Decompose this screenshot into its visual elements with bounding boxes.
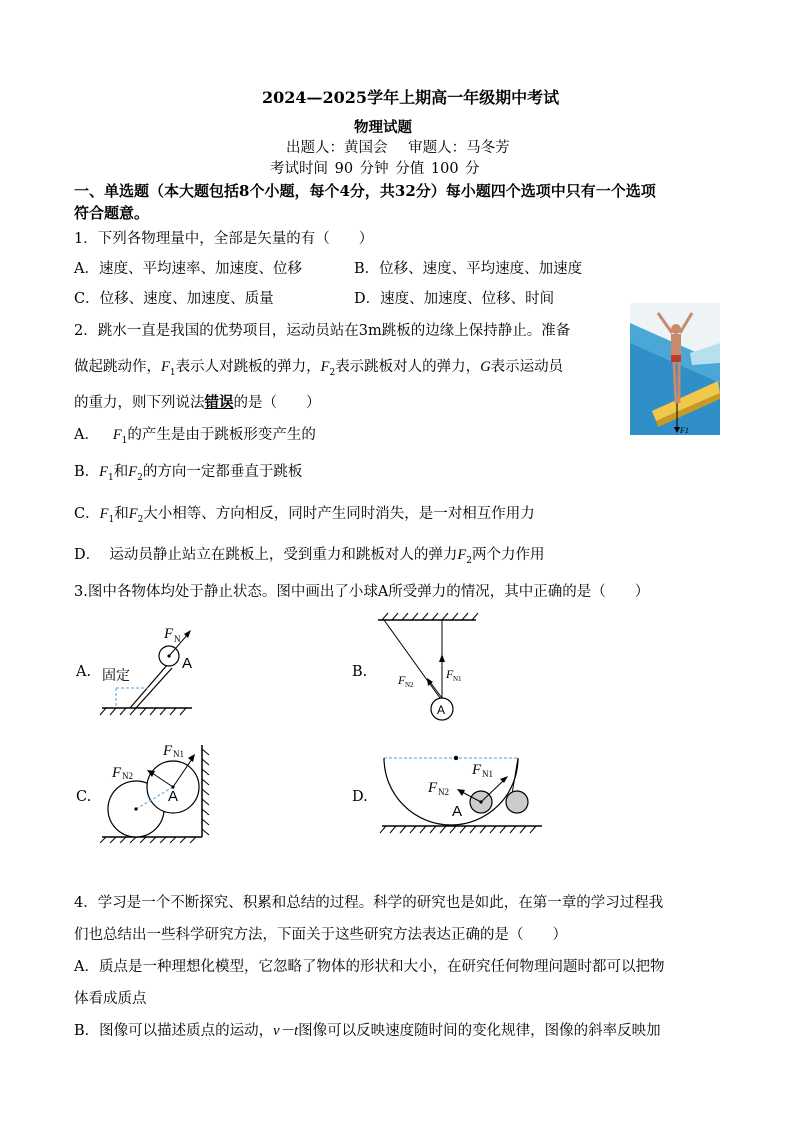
fn1-label: F bbox=[446, 667, 454, 681]
q1-option-a: A．速度、平均速率、加速度、位移 bbox=[74, 261, 302, 277]
text: 和 bbox=[114, 506, 129, 522]
symbol-f: F bbox=[320, 359, 330, 375]
q4-stem-line1: 4．学习是一个不断探究、积累和总结的过程。科学的研究也是如此，在第一章的学习过程我 bbox=[74, 895, 664, 911]
q2-option-d bbox=[74, 545, 544, 571]
q4-option-a-line2: 体看成质点 bbox=[74, 991, 147, 1007]
label: C． bbox=[74, 506, 100, 522]
subscript: 1 bbox=[108, 472, 114, 483]
q3-option-c-label: C. bbox=[76, 789, 92, 805]
fn2-label: F bbox=[112, 765, 122, 781]
ball-a-label: A bbox=[452, 803, 463, 820]
subscript: 1 bbox=[108, 514, 115, 525]
section-heading-cont: 符合题意。 bbox=[74, 204, 150, 222]
text: 运动员静止站立在跳板上，受到重力和跳板对人的弹力 bbox=[109, 547, 458, 563]
fn-subscript: N bbox=[174, 634, 181, 644]
fn2-label: F bbox=[428, 780, 438, 796]
text: 的方向一定都垂直于跳板 bbox=[142, 464, 303, 480]
symbol-g: G bbox=[480, 359, 491, 375]
symbol-f: F bbox=[112, 427, 122, 443]
section-heading: 一、单选题（本大题包括8个小题，每个4分，共32分）每小题四个选项中只有一个选项 bbox=[74, 182, 656, 200]
label: D． bbox=[74, 547, 101, 563]
q2-stem-line2 bbox=[74, 357, 563, 383]
subscript: 1 bbox=[169, 367, 176, 378]
symbol-f: F bbox=[161, 359, 170, 375]
q2-stem-line3 bbox=[74, 393, 321, 413]
subscript: 1 bbox=[121, 435, 128, 446]
text: 大小相等、方向相反，同时产生同时消失，是一对相互作用力 bbox=[143, 506, 535, 522]
ball-a-label: A bbox=[168, 788, 179, 805]
fn2-subscript: N2 bbox=[438, 787, 449, 797]
text: 图像可以反映速度随时间的变化规律，图像的斜率反映加 bbox=[298, 1023, 661, 1039]
label: A． bbox=[74, 427, 99, 443]
q3-figure-b bbox=[372, 612, 482, 722]
q2-option-a bbox=[74, 425, 316, 451]
text: 表示人对跳板的弹力， bbox=[175, 359, 321, 375]
exam-title: 2024—2025学年上期高一年级期中考试 bbox=[262, 88, 560, 107]
text: 的重力，则下列说法 bbox=[74, 395, 205, 411]
symbol-f: F bbox=[128, 506, 138, 522]
text: B．图像可以描述质点的运动， bbox=[74, 1023, 274, 1039]
symbol-f: F bbox=[99, 506, 109, 522]
q2-option-c bbox=[74, 504, 535, 530]
q3-figure-c bbox=[96, 735, 216, 843]
fn2-subscript: N2 bbox=[122, 771, 133, 781]
q2-stem-line1: 2．跳水一直是我国的优势项目，运动员站在3m跳板的边缘上保持静止。准备 bbox=[74, 323, 571, 339]
fn1-subscript: N1 bbox=[173, 749, 184, 759]
exam-subtitle: 物理试题 bbox=[354, 119, 412, 136]
text: 表示运动员 bbox=[490, 359, 564, 375]
symbol-f: F bbox=[128, 464, 138, 480]
text: 做起跳动作， bbox=[74, 359, 161, 375]
subscript: 2 bbox=[329, 367, 336, 378]
text: 两个力作用 bbox=[471, 547, 545, 563]
exam-authors: 出题人：黄国会 审题人：马冬芳 bbox=[286, 140, 510, 156]
subscript: 2 bbox=[466, 555, 472, 566]
text: 表示跳板对人的弹力， bbox=[335, 359, 481, 375]
q4-option-a-line1: A．质点是一种理想化模型，它忽略了物体的形状和大小，在研究任何物理问题时都可以把物 bbox=[74, 959, 665, 975]
fixed-label: 固定 bbox=[102, 668, 130, 684]
symbol-f: F bbox=[457, 547, 467, 563]
fn1-label: F bbox=[163, 743, 173, 759]
emphasis-wrong: 错误 bbox=[204, 394, 234, 411]
fn1-subscript: N1 bbox=[453, 675, 462, 683]
q3-figure-d bbox=[376, 750, 546, 834]
fn1-label: F bbox=[472, 762, 482, 778]
label: B． bbox=[74, 464, 100, 480]
diver-figure bbox=[630, 303, 720, 435]
q3-option-b-label: B. bbox=[352, 664, 368, 680]
symbol-f: F bbox=[99, 464, 109, 480]
diver-f1-label: F1 bbox=[680, 426, 689, 435]
text: 的是（ ） bbox=[233, 395, 321, 411]
q3-option-a-label: A. bbox=[76, 664, 92, 680]
ball-a-label: A bbox=[437, 703, 446, 717]
q1-option-b: B．位移、速度、平均速度、加速度 bbox=[354, 261, 583, 277]
fn2-label: F bbox=[398, 673, 406, 687]
subscript: 2 bbox=[137, 472, 143, 483]
ball-a-label: A bbox=[182, 655, 193, 672]
q1-stem: 1．下列各物理量中，全部是矢量的有（ ） bbox=[74, 231, 374, 247]
subscript: 2 bbox=[137, 514, 144, 525]
fn2-subscript: N2 bbox=[405, 681, 414, 689]
q3-figure-a bbox=[96, 618, 226, 718]
q4-option-b-line1 bbox=[74, 1021, 661, 1041]
q1-option-d: D．速度、加速度、位移、时间 bbox=[354, 291, 555, 307]
fn1-subscript: N1 bbox=[482, 769, 493, 779]
q2-option-b bbox=[74, 462, 302, 488]
exam-time-score: 考试时间 90 分钟 分值 100 分 bbox=[270, 161, 480, 177]
q4-stem-line2: 们也总结出一些科学研究方法，下面关于这些研究方法表达正确的是（ ） bbox=[74, 927, 567, 943]
vt-symbol: v－t bbox=[273, 1023, 299, 1039]
text: 的产生是由于跳板形变产生的 bbox=[127, 427, 316, 443]
q1-option-c: C．位移、速度、加速度、质量 bbox=[74, 291, 274, 307]
q3-stem: 3.图中各物体均处于静止状态。图中画出了小球A所受弹力的情况，其中正确的是（ ） bbox=[74, 584, 650, 600]
q3-option-d-label: D. bbox=[352, 789, 368, 805]
fn-label: F bbox=[164, 626, 174, 642]
text: 和 bbox=[113, 464, 129, 480]
